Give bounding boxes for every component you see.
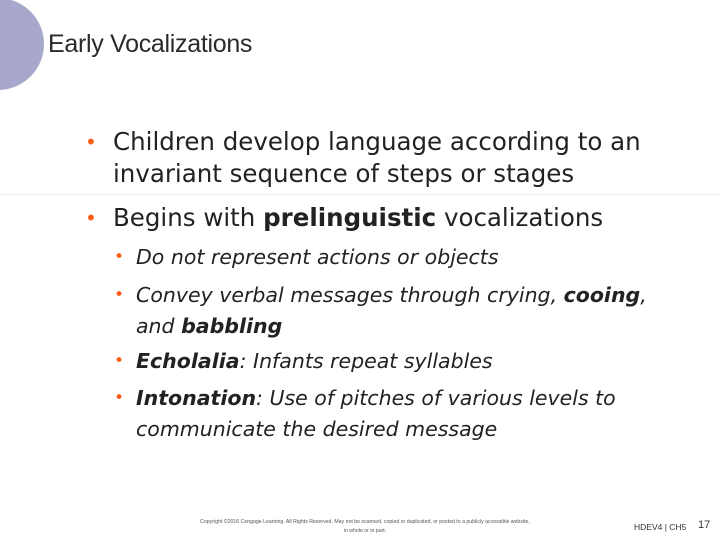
sub-bullet-3-bold: Echolalia [136,349,240,373]
sub-bullet-3 [114,346,696,377]
sub-bullet-1-text: Do not represent actions or objects [136,245,499,269]
footer-course-id: HDEV4 | CH5 [634,522,687,532]
sub-bullet-3-post: : Infants repeat syllables [239,349,493,373]
sub-bullet-2-bold1: cooing [563,283,641,307]
sub-bullet-2 [114,280,696,342]
sub-bullet-2-bold2: babbling [181,314,283,338]
sub-bullet-4 [114,383,696,445]
bullet-2-bold: prelinguistic [263,203,437,232]
bullet-1-line1: Children develop language according to an [113,127,641,156]
sub-bullet-2-line2-pre: and [136,314,182,338]
page-number: 17 [698,519,711,531]
sub-bullet-4-line2: communicate the desired message [136,417,498,441]
sub-bullet-4-bold: Intonation [136,386,257,410]
slide-title: Early Vocalizations [48,30,253,58]
bullet-2 [85,202,693,234]
bullet-dot-icon: • [85,206,97,230]
bullet-dot-icon: • [114,388,125,408]
bullet-2-post: vocalizations [436,203,604,232]
sub-bullet-2-mid: , [640,283,647,307]
bullet-1-line2: invariant sequence of steps or stages [113,159,575,188]
divider [0,194,720,195]
sub-bullet-2-pre: Convey verbal messages through crying, [136,283,564,307]
footer-copyright-line1: Copyright ©2016 Cengage Learning. All Rights Reserved. May not be scanned, copied or duplicated, or posted to a publicly accessible website, [200,519,530,525]
bullet-dot-icon: • [114,285,125,305]
footer-copyright [100,518,630,536]
sub-bullet-1 [114,242,696,273]
bullet-2-pre: Begins with [113,203,264,232]
bullet-dot-icon: • [114,247,125,267]
bullet-dot-icon: • [85,130,97,154]
bullet-dot-icon: • [114,351,125,371]
sub-bullet-4-post: : Use of pitches of various levels to [256,386,616,410]
footer-copyright-line2: in whole or in part. [343,528,387,534]
bullet-1 [85,126,693,190]
